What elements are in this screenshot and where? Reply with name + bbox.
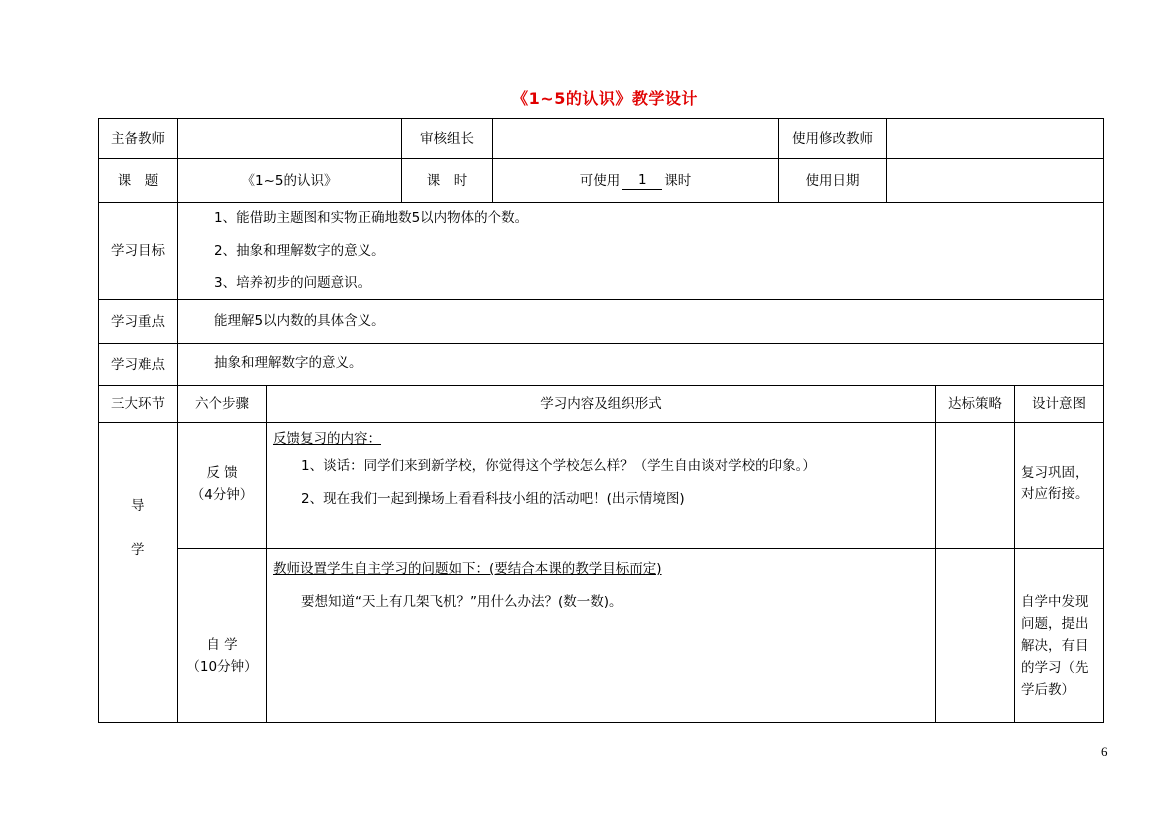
objectives-label: 学习目标 bbox=[111, 243, 165, 259]
column-divider bbox=[935, 385, 936, 723]
period-count: 1 bbox=[622, 172, 662, 190]
date-value bbox=[887, 159, 1103, 202]
column-divider bbox=[266, 385, 267, 723]
stage-char: 导 bbox=[131, 498, 145, 514]
key-point-label: 学习重点 bbox=[111, 313, 165, 330]
step-time: （4分钟） bbox=[190, 487, 254, 503]
step-name: 反 馈 bbox=[206, 465, 238, 481]
intent-line: 问题，提出 bbox=[1021, 616, 1089, 632]
column-header-stage: 三大环节 bbox=[111, 396, 165, 412]
period-suffix: 课时 bbox=[664, 172, 692, 189]
row-divider bbox=[98, 422, 1104, 423]
modifier-value bbox=[887, 119, 1103, 158]
column-header-content: 学习内容及组织形式 bbox=[540, 396, 662, 412]
intent-line: 解决，有目 bbox=[1021, 638, 1089, 654]
period-label: 课 时 bbox=[426, 172, 468, 189]
topic-value: 《1~5的认识》 bbox=[241, 172, 338, 189]
difficulty-value: 抽象和理解数字的意义。 bbox=[214, 355, 363, 371]
objective-item: 2、抽象和理解数字的意义。 bbox=[214, 243, 385, 259]
reviewer-value bbox=[493, 119, 778, 158]
difficulty-label: 学习难点 bbox=[111, 356, 165, 373]
content-line: 要想知道“天上有几架飞机？”用什么办法？(数一数)。 bbox=[301, 594, 623, 610]
intent-line: 学后教） bbox=[1021, 682, 1075, 698]
period-prefix: 可使用 bbox=[579, 172, 621, 189]
preparer-label: 主备教师 bbox=[111, 130, 165, 147]
step-time: （10分钟） bbox=[186, 659, 258, 675]
column-divider bbox=[1014, 385, 1015, 723]
objective-item: 3、培养初步的问题意识。 bbox=[214, 275, 372, 291]
date-label: 使用日期 bbox=[805, 172, 860, 189]
period-value bbox=[493, 159, 778, 202]
topic-label: 课 题 bbox=[117, 172, 159, 189]
table-border-right bbox=[1103, 118, 1104, 723]
document-title: 《1~5的认识》教学设计 bbox=[512, 89, 698, 108]
row-divider bbox=[98, 343, 1104, 344]
row-divider bbox=[177, 548, 1104, 549]
preparer-value bbox=[178, 119, 401, 158]
intent-line: 的学习（先 bbox=[1021, 660, 1089, 676]
row-divider bbox=[98, 202, 1104, 203]
content-line: 1、谈话：同学们来到新学校，你觉得这个学校怎么样？（学生自由谈对学校的印象。） bbox=[301, 458, 816, 474]
content-heading: 教师设置学生自主学习的问题如下：(要结合本课的教学目标而定) bbox=[273, 561, 662, 577]
step-name: 自 学 bbox=[206, 637, 238, 653]
intent-line: 对应衔接。 bbox=[1021, 486, 1089, 502]
stage-char: 学 bbox=[131, 542, 145, 558]
intent-line: 复习巩固， bbox=[1021, 465, 1089, 481]
content-heading: 反馈复习的内容： bbox=[273, 431, 381, 447]
table-border-bottom bbox=[98, 722, 1104, 723]
column-header-strategy: 达标策略 bbox=[948, 396, 1002, 412]
column-header-intent: 设计意图 bbox=[1032, 396, 1086, 412]
column-header-step: 六个步骤 bbox=[195, 396, 249, 412]
intent-line: 自学中发现 bbox=[1021, 594, 1089, 610]
row-divider bbox=[98, 299, 1104, 300]
reviewer-label: 审核组长 bbox=[420, 130, 474, 147]
objective-item: 1、能借助主题图和实物正确地数5以内物体的个数。 bbox=[214, 210, 529, 226]
page-number: 6 bbox=[1101, 744, 1108, 759]
content-line: 2、现在我们一起到操场上看看科技小组的活动吧！(出示情境图) bbox=[301, 491, 685, 507]
modifier-label: 使用修改教师 bbox=[792, 130, 873, 147]
key-point-value: 能理解5以内数的具体含义。 bbox=[214, 313, 385, 329]
